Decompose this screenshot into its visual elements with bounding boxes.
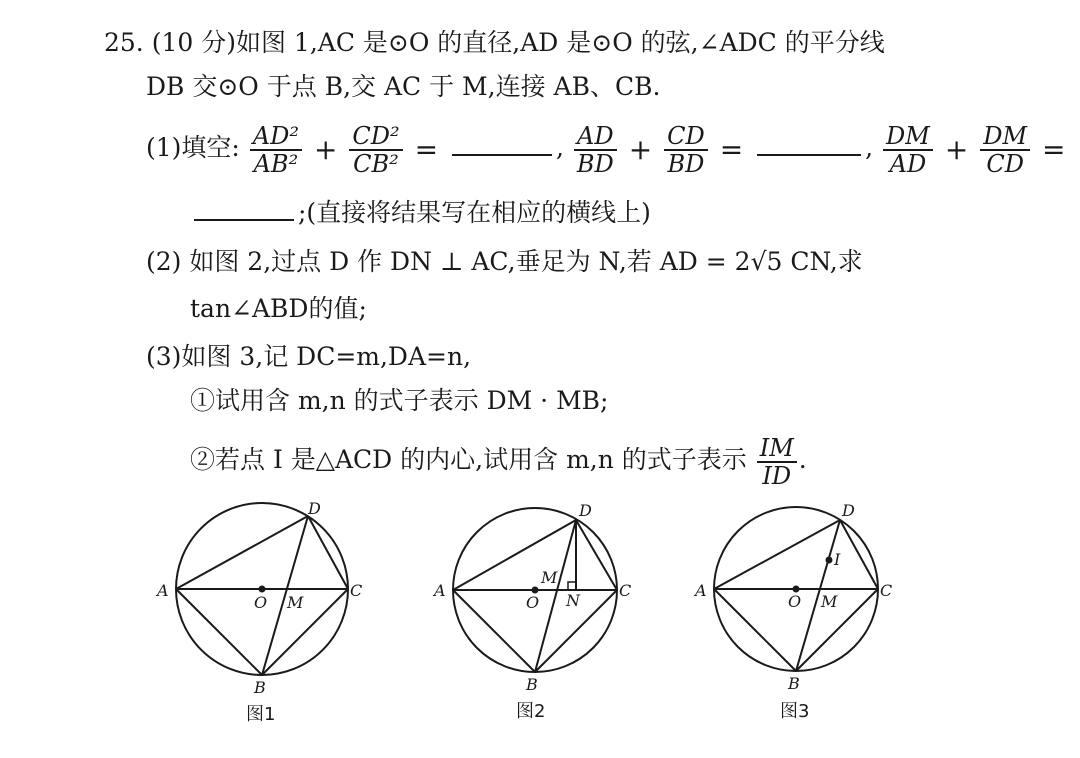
equals-sign: = bbox=[719, 132, 744, 166]
figure-2 bbox=[432, 501, 631, 694]
label-o: O bbox=[526, 593, 540, 612]
label-d: D bbox=[579, 501, 592, 520]
segment-ab bbox=[714, 589, 796, 671]
label-m: M bbox=[287, 593, 304, 612]
equals-sign: = bbox=[414, 132, 439, 166]
segment-ad bbox=[453, 520, 576, 590]
frac-den: AB² bbox=[253, 149, 299, 178]
label-m: M bbox=[821, 592, 838, 611]
frac-den: CD bbox=[986, 149, 1024, 178]
frac-den: CB² bbox=[353, 149, 399, 178]
segment-dc bbox=[308, 516, 348, 589]
label-n: N bbox=[566, 591, 580, 610]
label-i: I bbox=[834, 550, 841, 569]
segment-ab bbox=[176, 589, 262, 675]
part3-sub1-text: ①试用含 m,n 的式子表示 DM · MB; bbox=[190, 386, 609, 415]
label-d: D bbox=[842, 501, 855, 520]
frac-den: AD bbox=[889, 149, 927, 178]
right-angle-mark bbox=[568, 582, 576, 590]
part2-text: (2) 如图 2,过点 D 作 DN ⊥ AC,垂足为 N,若 AD = 2√5 CN,求 bbox=[146, 247, 863, 276]
segment-dc bbox=[576, 520, 617, 590]
part1-label: (1)填空: bbox=[146, 133, 240, 162]
label-o: O bbox=[254, 593, 268, 612]
frac-num: CD bbox=[664, 123, 708, 151]
label-b: B bbox=[254, 678, 266, 697]
part3-sub2-text: ②若点 I 是△ACD 的内心,试用含 m,n 的式子表示 bbox=[190, 445, 747, 474]
part2-text2: tan∠ABD的值; bbox=[190, 294, 367, 323]
frac-num: DM bbox=[980, 123, 1030, 151]
frac-den: ID bbox=[762, 461, 792, 490]
segment-ab bbox=[453, 590, 535, 672]
comma: , bbox=[555, 133, 564, 162]
plus-sign: + bbox=[313, 132, 338, 166]
equals-sign: = bbox=[1042, 132, 1066, 166]
plus-sign: + bbox=[628, 132, 653, 166]
part1-note: ;(直接将结果写在相应的横线上) bbox=[298, 198, 651, 227]
part3-text: (3)如图 3,记 DC=m,DA=n, bbox=[146, 342, 472, 371]
segment-dc bbox=[840, 520, 878, 589]
label-b: B bbox=[526, 675, 538, 694]
label-b: B bbox=[788, 674, 800, 693]
incenter-point bbox=[827, 558, 832, 563]
frac-num: IM bbox=[757, 435, 797, 463]
label-d: D bbox=[308, 499, 321, 518]
center-point bbox=[794, 587, 799, 592]
comma: , bbox=[865, 133, 874, 162]
figure-2-caption: 图2 bbox=[516, 701, 546, 722]
figure-3 bbox=[693, 501, 892, 693]
figure-1-caption: 图1 bbox=[246, 704, 276, 725]
segment-ad bbox=[714, 520, 840, 589]
frac-num: AD bbox=[574, 123, 617, 151]
figure-1 bbox=[155, 499, 362, 697]
problem-number: 25. bbox=[104, 28, 144, 57]
problem-stmt2: DB 交⊙O 于点 B,交 AC 于 M,连接 AB、CB. bbox=[146, 72, 661, 101]
label-a: A bbox=[434, 581, 446, 600]
frac-den: BD bbox=[667, 149, 705, 178]
label-c: C bbox=[619, 581, 632, 600]
label-c: C bbox=[350, 581, 363, 600]
segment-ad bbox=[176, 516, 308, 589]
frac-num: DM bbox=[883, 123, 933, 151]
figure-3-caption: 图3 bbox=[780, 701, 810, 722]
label-c: C bbox=[880, 581, 893, 600]
label-a: A bbox=[157, 581, 169, 600]
frac-num: CD² bbox=[349, 123, 402, 151]
period: . bbox=[798, 445, 807, 474]
problem-points: (10 分) bbox=[151, 28, 236, 57]
center-point bbox=[260, 587, 265, 592]
label-m: M bbox=[541, 568, 558, 587]
frac-num: AD² bbox=[250, 123, 302, 151]
plus-sign: + bbox=[944, 132, 969, 166]
label-o: O bbox=[788, 592, 802, 611]
center-point bbox=[533, 588, 538, 593]
label-a: A bbox=[695, 581, 707, 600]
frac-den: BD bbox=[576, 149, 614, 178]
problem-stmt1: 如图 1,AC 是⊙O 的直径,AD 是⊙O 的弦,∠ADC 的平分线 bbox=[235, 28, 885, 57]
